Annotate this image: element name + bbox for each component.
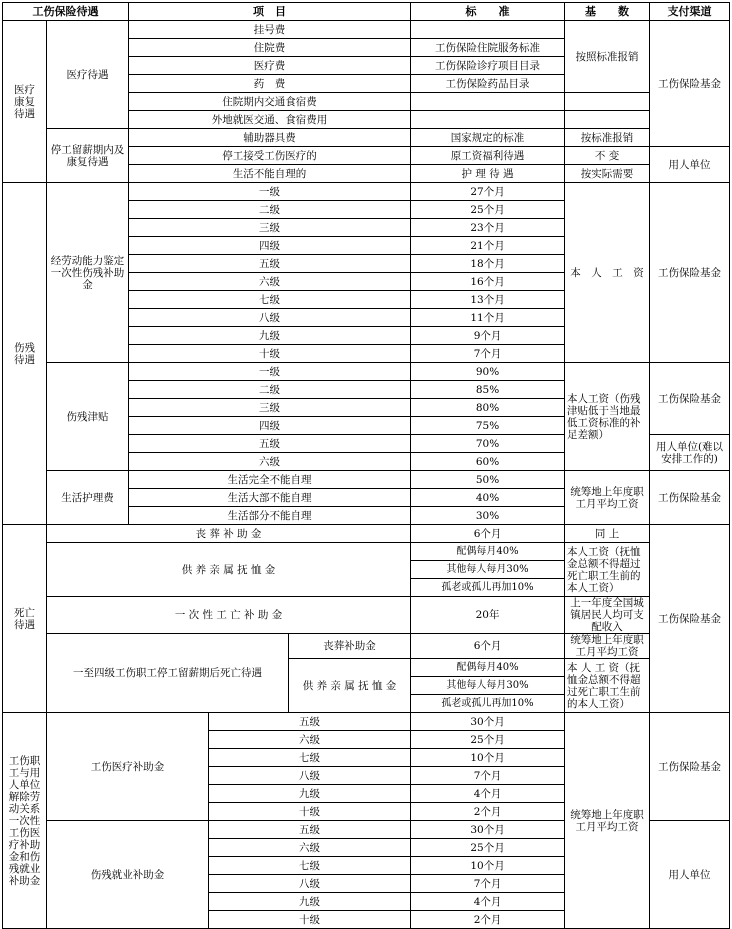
medical-base-empty xyxy=(565,111,650,129)
allow-level: 五级 xyxy=(129,435,411,453)
medical-std xyxy=(411,111,565,129)
funeral-item: 丧 葬 补 助 金 xyxy=(47,525,411,543)
care-fee-base: 统筹地上年度职工月平均工资 xyxy=(565,471,650,525)
term-med-std: 30个月 xyxy=(411,713,565,731)
header-item: 项 目 xyxy=(129,3,411,21)
lump-std: 25个月 xyxy=(411,201,565,219)
allow-level: 一级 xyxy=(129,363,411,381)
table-row xyxy=(3,634,730,659)
allow-std: 75% xyxy=(411,417,565,435)
term-job-level: 五级 xyxy=(209,821,411,839)
medical-std: 工伤保险诊疗项目目录 xyxy=(411,57,565,75)
care-fee-pay: 工伤保险基金 xyxy=(650,471,730,525)
once-item: 一 次 性 工 亡 补 助 金 xyxy=(47,597,411,634)
allow-std: 85% xyxy=(411,381,565,399)
term-med-std: 7个月 xyxy=(411,767,565,785)
allow-std: 70% xyxy=(411,435,565,453)
medical-pay: 工伤保险基金 xyxy=(650,21,730,147)
pension-std: 配偶每月40% xyxy=(411,543,565,561)
term-med-level: 七级 xyxy=(209,749,411,767)
medical-std xyxy=(411,93,565,111)
term-job-level: 十级 xyxy=(209,911,411,929)
grade-pension-base: 本 人 工 资（抚恤金总额不得超过死亡职工生前的本人工资） xyxy=(565,659,650,713)
table-row xyxy=(3,363,730,381)
table-row xyxy=(3,525,730,543)
grade-funeral-std: 6个月 xyxy=(411,634,565,659)
medical-base-empty xyxy=(565,93,650,111)
header-benefit: 工伤保险待遇 xyxy=(3,3,129,21)
term-base: 统筹地上年度职工月平均工资 xyxy=(565,713,650,929)
allow-std: 90% xyxy=(411,363,565,381)
term-med-std: 2个月 xyxy=(411,803,565,821)
table-row xyxy=(3,183,730,201)
medical-item: 医疗费 xyxy=(129,57,411,75)
grade-funeral: 丧葬补助金 xyxy=(289,634,411,659)
term-med-level: 九级 xyxy=(209,785,411,803)
term-med-label: 工伤医疗补助金 xyxy=(47,713,209,821)
term-med-level: 十级 xyxy=(209,803,411,821)
lump-std: 23个月 xyxy=(411,219,565,237)
lump-std: 21个月 xyxy=(411,237,565,255)
term-med-std: 4个月 xyxy=(411,785,565,803)
term-job-level: 七级 xyxy=(209,857,411,875)
death-label: 死亡 待遇 xyxy=(3,525,47,713)
allow-base: 本人工资（伤残津贴低于当地最低工资标准的补足差额） xyxy=(565,363,650,471)
term-job-pay: 用人单位 xyxy=(650,821,730,929)
allow-pay1: 工伤保险基金 xyxy=(650,363,730,435)
medical-item: 外地就医交通、食宿费用 xyxy=(129,111,411,129)
lump-std: 16个月 xyxy=(411,273,565,291)
disability-label: 伤残 待遇 xyxy=(3,183,47,525)
stop-item: 停工接受工伤医疗的 xyxy=(129,147,411,165)
table-row xyxy=(3,21,730,39)
lump-base: 本 人 工 资 xyxy=(565,183,650,363)
care-fee-level: 生活大部不能自理 xyxy=(129,489,411,507)
medical-item: 药 费 xyxy=(129,75,411,93)
once-std: 20年 xyxy=(411,597,565,634)
lump-std: 9个月 xyxy=(411,327,565,345)
lump-level: 五级 xyxy=(129,255,411,273)
care-fee-label: 生活护理费 xyxy=(47,471,129,525)
care-base: 按实际需要 xyxy=(565,165,650,183)
term-job-level: 九级 xyxy=(209,893,411,911)
medical-base: 按照标准报销 xyxy=(565,21,650,93)
term-job-label: 伤残就业补助金 xyxy=(47,821,209,929)
lump-level: 八级 xyxy=(129,309,411,327)
lump-std: 18个月 xyxy=(411,255,565,273)
lump-level: 一级 xyxy=(129,183,411,201)
lump-std: 27个月 xyxy=(411,183,565,201)
medical-std: 工伤保险住院服务标准 xyxy=(411,39,565,57)
grade-pension-std: 其他每人每月30% xyxy=(411,677,565,695)
lump-level: 十级 xyxy=(129,345,411,363)
header-standard: 标 准 xyxy=(411,3,565,21)
term-job-std: 7个月 xyxy=(411,875,565,893)
allow-std: 80% xyxy=(411,399,565,417)
allow-level: 六级 xyxy=(129,453,411,471)
care-std: 护 理 待 遇 xyxy=(411,165,565,183)
lump-level: 六级 xyxy=(129,273,411,291)
pension-base: 本人工资（抚恤金总额不得超过死亡职工生前的本人工资） xyxy=(565,543,650,597)
lump-level: 三级 xyxy=(129,219,411,237)
term-job-std: 25个月 xyxy=(411,839,565,857)
term-job-level: 八级 xyxy=(209,875,411,893)
lump-std: 7个月 xyxy=(411,345,565,363)
termination-label: 工伤职工与用人单位解除劳动关系一次性工伤医疗补助金和伤残就业补助金 xyxy=(3,713,47,929)
lump-pay: 工伤保险基金 xyxy=(650,183,730,363)
term-med-std: 25个月 xyxy=(411,731,565,749)
medical-item: 住院期内交通食宿费 xyxy=(129,93,411,111)
allow-level: 二级 xyxy=(129,381,411,399)
pension-std: 孤老或孤儿再加10% xyxy=(411,579,565,597)
grade-pension: 供 养 亲 属 抚 恤 金 xyxy=(289,659,411,713)
care-fee-level: 生活部分不能自理 xyxy=(129,507,411,525)
term-med-std: 10个月 xyxy=(411,749,565,767)
table-row xyxy=(3,471,730,489)
grade-pension-std: 配偶每月40% xyxy=(411,659,565,677)
care-item: 生活不能自理的 xyxy=(129,165,411,183)
lump-level: 四级 xyxy=(129,237,411,255)
allow-level: 四级 xyxy=(129,417,411,435)
aux-base: 按标准报销 xyxy=(565,129,650,147)
term-job-std: 4个月 xyxy=(411,893,565,911)
term-job-std: 2个月 xyxy=(411,911,565,929)
medical-item: 挂号费 xyxy=(129,21,411,39)
care-fee-std: 30% xyxy=(411,507,565,525)
medical-sub2-label: 停工留薪期内及康复待遇 xyxy=(47,129,129,183)
medical-std xyxy=(411,21,565,39)
once-base: 上一年度全国城镇居民人均可支配收入 xyxy=(565,597,650,634)
term-job-std: 30个月 xyxy=(411,821,565,839)
stop-std: 原工资福利待遇 xyxy=(411,147,565,165)
header-base: 基 数 xyxy=(565,3,650,21)
care-fee-level: 生活完全不能自理 xyxy=(129,471,411,489)
death-pay: 工伤保险基金 xyxy=(650,525,730,713)
term-med-pay: 工伤保险基金 xyxy=(650,713,730,821)
table-row xyxy=(3,543,730,561)
header-payment: 支付渠道 xyxy=(650,3,730,21)
pension-std: 其他每人每月30% xyxy=(411,561,565,579)
medical-item: 住院费 xyxy=(129,39,411,57)
medical-pay2: 用人单位 xyxy=(650,147,730,183)
care-fee-std: 50% xyxy=(411,471,565,489)
lump-std: 13个月 xyxy=(411,291,565,309)
term-job-std: 10个月 xyxy=(411,857,565,875)
table-row xyxy=(3,713,730,731)
table-row xyxy=(3,129,730,147)
lump-level: 九级 xyxy=(129,327,411,345)
allow-label: 伤残津贴 xyxy=(47,363,129,471)
benefits-table xyxy=(2,2,730,929)
lump-label: 经劳动能力鉴定一次性伤残补助金 xyxy=(47,183,129,363)
term-med-level: 五级 xyxy=(209,713,411,731)
pension-item: 供 养 亲 属 抚 恤 金 xyxy=(47,543,411,597)
header-row xyxy=(3,3,730,21)
medical-std: 工伤保险药品目录 xyxy=(411,75,565,93)
allow-level: 三级 xyxy=(129,399,411,417)
lump-level: 二级 xyxy=(129,201,411,219)
allow-std: 60% xyxy=(411,453,565,471)
aux-std: 国家规定的标准 xyxy=(411,129,565,147)
funeral-base: 同 上 xyxy=(565,525,650,543)
medical-label: 医疗 康复 待遇 xyxy=(3,21,47,183)
term-job-level: 六级 xyxy=(209,839,411,857)
aux-item: 辅助器具费 xyxy=(129,129,411,147)
grade-funeral-base: 统筹地上年度职工月平均工资 xyxy=(565,634,650,659)
grade-item: 一至四级工伤职工停工留薪期后死亡待遇 xyxy=(47,634,289,713)
lump-std: 11个月 xyxy=(411,309,565,327)
care-fee-std: 40% xyxy=(411,489,565,507)
table-row xyxy=(3,597,730,634)
stop-base: 不 变 xyxy=(565,147,650,165)
allow-pay2: 用人单位(难以安排工作的) xyxy=(650,435,730,471)
lump-level: 七级 xyxy=(129,291,411,309)
funeral-std: 6个月 xyxy=(411,525,565,543)
term-med-level: 六级 xyxy=(209,731,411,749)
grade-pension-std: 孤老或孤儿再加10% xyxy=(411,695,565,713)
term-med-level: 八级 xyxy=(209,767,411,785)
medical-sub-label: 医疗待遇 xyxy=(47,21,129,129)
